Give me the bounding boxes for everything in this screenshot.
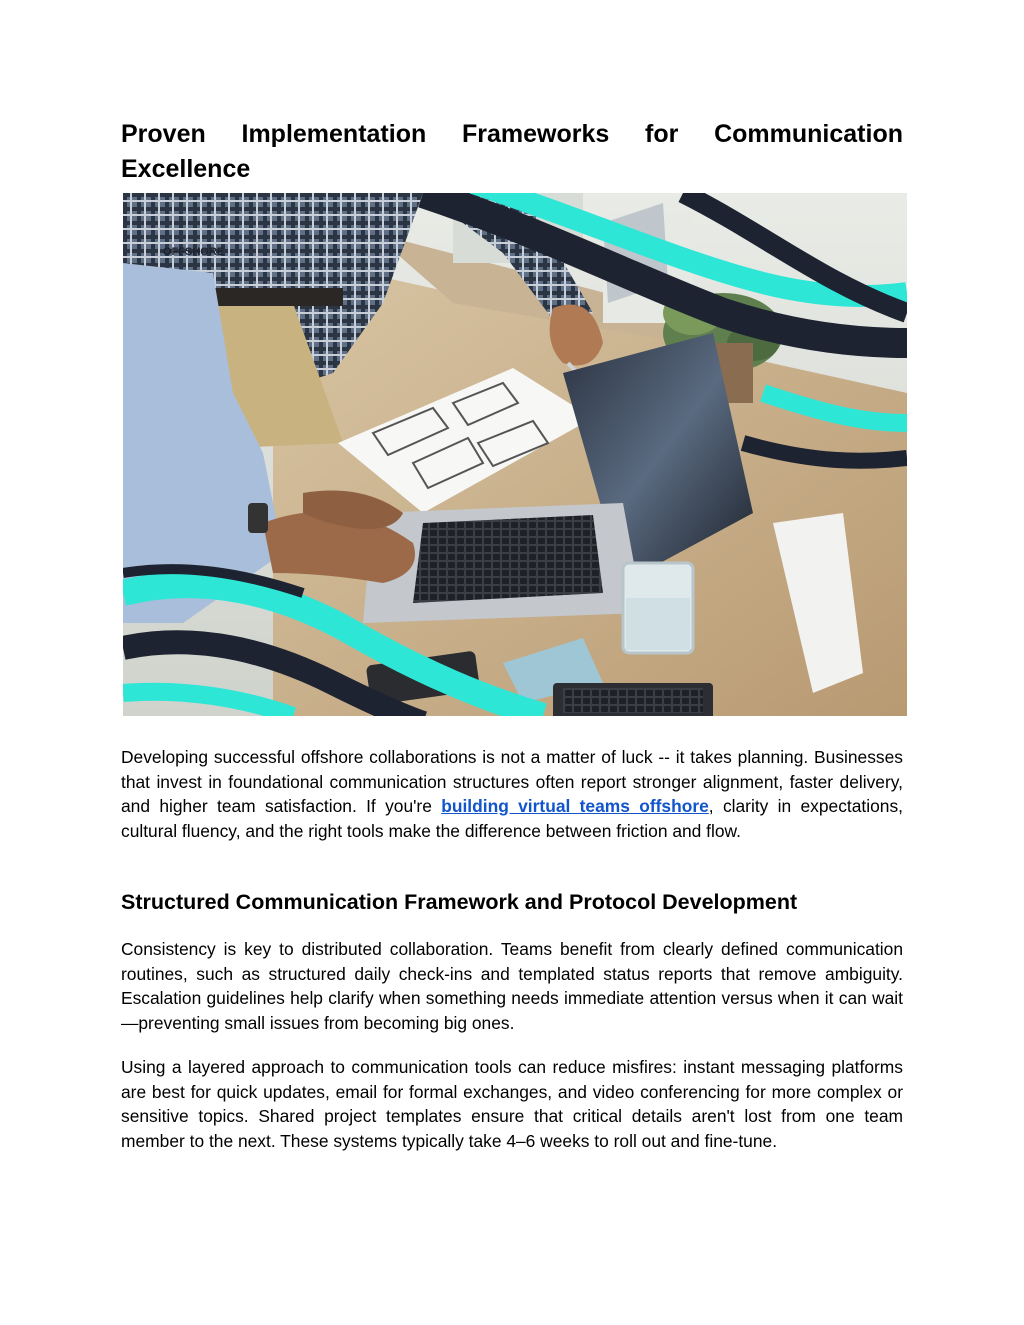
section-paragraph-2: Using a layered approach to communication tools can reduce misfires: instant messaging platforms are best for quick updates, email for formal exchanges, and video conferencing for more complex or sensitive topics. Shared project templates ensure that critical details aren't lost from one team member to the next. These systems typically take 4–6 weeks to roll out and fine-tune. [121,1057,903,1151]
section-paragraph-1: Consistency is key to distributed collaboration. Teams benefit from clearly defined communication routines, such as structured daily check-ins and templated status reports that remove ambiguity. Escalation guidelines help clarify when something needs immediate attention versus when it can wait—preventing small issues from becoming big ones. [121,939,903,1033]
page-title: Proven Implementation Frameworks for Communication Excellence [121,120,903,183]
intro-paragraph [121,745,903,843]
office-collaboration-photo-icon [123,193,907,716]
building-virtual-teams-offshore-link[interactable]: building virtual teams offshore [441,796,709,816]
section-heading: Structured Communication Framework and Protocol Development [121,890,798,914]
hero-image [123,193,907,716]
logo-text: OFFSHORE [163,246,225,258]
intro-text-before-link: Developing successful offshore collaborations is not a matter of luck -- it takes planning. Businesses that invest in foundational communication structures often report stronger alignment, faster delivery, and higher team satisfaction. If you're [121,747,903,816]
intro-text-after-link: , clarity in expectations, cultural fluency, and the right tools make the difference between friction and flow. [121,796,903,841]
